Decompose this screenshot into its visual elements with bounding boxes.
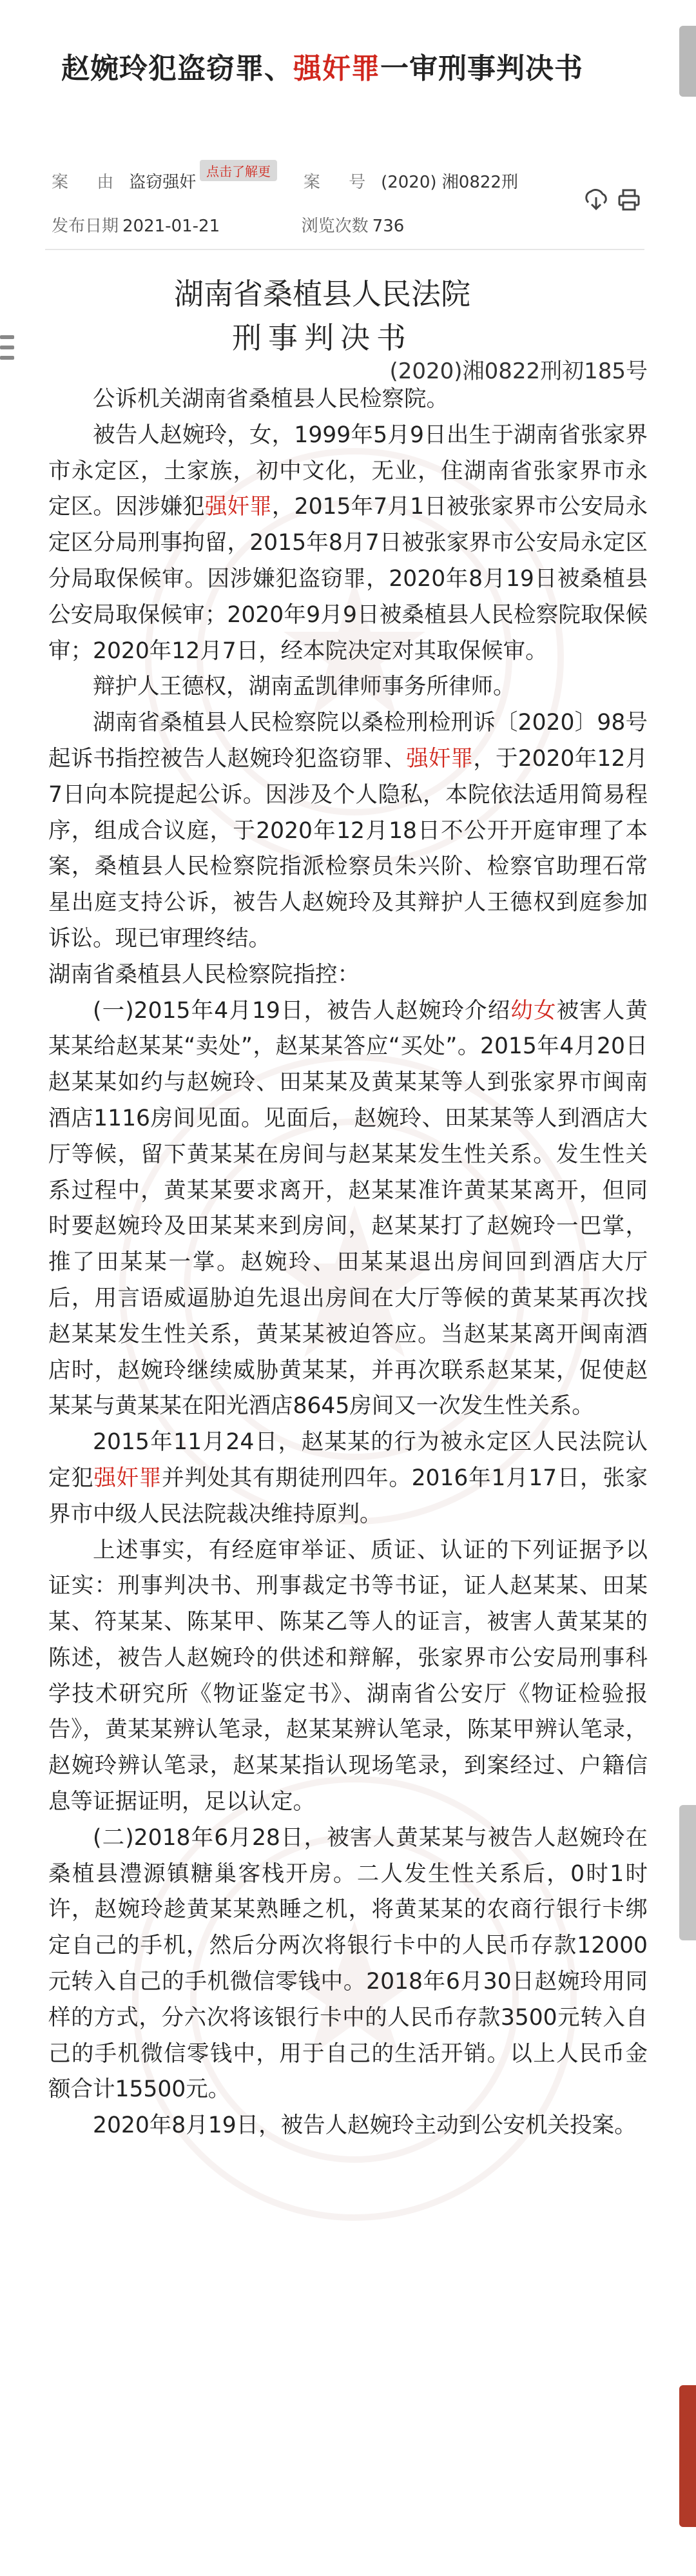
judgment-paragraph xyxy=(48,993,648,1425)
print-icon[interactable] xyxy=(616,187,642,213)
judgment-paragraph xyxy=(48,705,648,957)
judgment-paragraph xyxy=(48,382,648,418)
judgment-paragraph xyxy=(48,418,648,670)
highlighted-term: 强奸罪 xyxy=(406,745,474,772)
highlighted-term: 强奸罪 xyxy=(93,1465,162,1491)
paragraph-text: (二)2018年6月28日，被害人黄某某与被告人赵婉玲在桑植县澧源镇糖巢客栈开房。二人发生性关系后，0时1时许，赵婉玲趁黄某某熟睡之机，将黄某某的农商行银行卡绑定自己的手机，然后分两次将银行卡中的人民币存款12000元转入自己的手机微信零钱中。2018年6月30日赵婉玲用同样的方式，分六次将该银行卡中的人民币存款3500元转入自己的手机微信零钱中，用于自己的生活开销。以上人民币金额合计15500元。 xyxy=(48,1824,648,2103)
paragraph-text: 湖南省桑植县人民检察院指控： xyxy=(48,961,360,988)
paragraph-text: 被告人赵婉玲，女，1999年5月9日出生于湖南省张家界市永定区，土家族，初中文化，无业，住湖南省张家界市永定区。因涉嫌犯 xyxy=(48,422,648,520)
meta-row-publish xyxy=(52,213,404,237)
case-reason-value: 盗窃强奸 xyxy=(129,173,197,192)
highlighted-term: 幼女 xyxy=(510,997,557,1024)
paragraph-text: 公诉机关湖南省桑植县人民检察院。 xyxy=(93,386,449,412)
highlighted-term: 强奸罪 xyxy=(204,494,272,520)
document-type: 刑事判决书 xyxy=(232,320,412,355)
paragraph-text: 辩护人王德权，湖南孟凯律师事务所律师。 xyxy=(93,674,516,700)
publish-label: 发布日期 xyxy=(52,217,119,236)
page-title: 赵婉玲犯盗窃罪、强奸罪一审刑事判决书 xyxy=(61,52,583,85)
judgment-paragraph xyxy=(48,669,648,705)
paragraph-text: 2015年11月24日，赵某某的行为被永定区人民法院认定犯 xyxy=(48,1429,648,1491)
side-scroll-handle[interactable] xyxy=(679,1805,696,1940)
paragraph-text: 上述事实，有经庭审举证、质证、认证的下列证据予以证实：刑事判决书、刑事裁定书等书证，证人赵某某、田某某、符某某、陈某甲、陈某乙等人的证言，被害人黄某某的陈述，被告人赵婉玲的供述和辩解，张家界市公安局刑事科学技术研究所《物证鉴定书》、湖南省公安厅《物证检验报告》，黄某某辨认笔录，赵某某辨认笔录，陈某甲辨认笔录，赵婉玲辨认笔录，赵某某指认现场笔录，到案经过、户籍信息等证据证明，足以认定。 xyxy=(48,1537,648,1815)
court-name: 湖南省桑植县人民法院 xyxy=(174,277,470,311)
case-reason-tooltip[interactable]: 点击了解更 xyxy=(200,160,277,181)
judgment-body xyxy=(48,382,648,2144)
paragraph-text: (一)2015年4月19日，被告人赵婉玲介绍 xyxy=(93,997,511,1024)
divider xyxy=(45,249,644,250)
judgment-paragraph xyxy=(48,1533,648,1820)
paragraph-text: 2020年8月19日，被告人赵婉玲主动到公安机关投案。 xyxy=(93,2113,637,2139)
paragraph-text: ，2015年7月1日被张家界市公安局永定区分局刑事拘留，2015年8月7日被张家界市公安局永定区分局取保候审。因涉嫌犯盗窃罪，2020年8月19日被桑植县公安局取保候审；2020年9月9日被桑植县人民检察院取保候审；2020年12月7日，经本院决定对其取保候审。 xyxy=(48,494,648,664)
download-icon[interactable] xyxy=(583,187,609,213)
side-tab-top[interactable] xyxy=(679,26,696,97)
side-tab-bottom[interactable] xyxy=(679,2385,696,2527)
case-no-value: (2020) 湘0822刑 xyxy=(381,173,518,192)
publish-value: 2021-01-21 xyxy=(122,217,220,236)
views-value: 736 xyxy=(372,217,405,236)
case-no-label: 案 号 xyxy=(303,173,378,192)
paragraph-text: 湖南省桑植县人民检察院以桑检刑检刑诉〔2020〕98号起诉书指控被告人赵婉玲犯盗窃罪、 xyxy=(48,710,648,772)
paragraph-text: ，于2020年12月7日向本院提起公诉。因涉及个人隐私，本院依法适用简易程序，组成合议庭，于2020年12月18日不公开开庭审理了本案，桑植县人民检察院指派检察员朱兴阶、检察官助理石常星出庭支持公诉，被告人赵婉玲及其辩护人王德权到庭参加诉讼。现已审理终结。 xyxy=(48,745,648,951)
judgment-paragraph xyxy=(48,1820,648,2108)
judgment-paragraph xyxy=(48,1425,648,1532)
judgment-paragraph xyxy=(48,957,648,993)
views-label: 浏览次数 xyxy=(301,217,369,236)
case-reason-label: 案 由 xyxy=(52,173,126,192)
paragraph-text: 被害人黄某某给赵某某“卖处”，赵某某答应“买处”。2015年4月20日赵某某如约与赵婉玲、田某某及黄某某等人到张家界市闽南酒店1116房间见面。见面后，赵婉玲、田某某等人到酒店大厅等候，留下黄某某在房间与赵某某发生性关系。发生性关系过程中，黄某某要求离开，赵某某准许黄某某离开，但同时要赵婉玲及田某某来到房间，赵某某打了赵婉玲一巴掌，推了田某某一掌。赵婉玲、田某某退出房间回到酒店大厅后，用言语威逼胁迫先退出房间在大厅等候的黄某某再次找赵某某发生性关系，黄某某被迫答应。当赵某某离开闽南酒店时，赵婉玲继续威胁黄某某，并再次联系赵某某，促使赵某某与黄某某在阳光酒店8645房间又一次发生性关系。 xyxy=(48,997,648,1420)
meta-row-case xyxy=(52,169,518,193)
toolbar-icons xyxy=(583,187,642,219)
case-number: (2020)湘0822刑初185号 xyxy=(389,358,648,384)
judgment-paragraph xyxy=(48,2108,648,2144)
paragraph-text: 并判处其有期徒刑四年。2016年1月17日，张家界市中级人民法院裁决维持原判。 xyxy=(48,1465,648,1527)
